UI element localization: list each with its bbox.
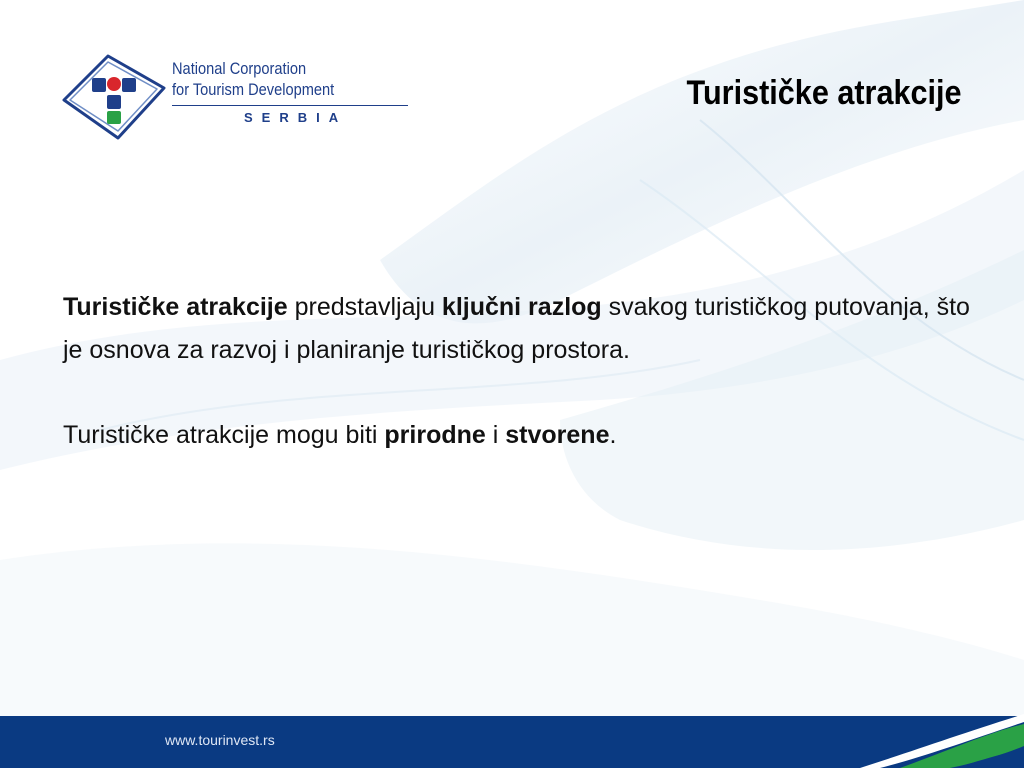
body-paragraph-1 — [63, 286, 973, 372]
logo-country: SERBIA — [244, 110, 348, 125]
body-paragraph-2 — [63, 414, 973, 457]
footer-website: www.tourinvest.rs — [165, 732, 275, 748]
logo-text-line1: National Corporation — [172, 59, 307, 78]
text-segment: svakog turističkog putovanja, što je osnova za razvoj i planiranje turističkog prostora. — [63, 293, 970, 364]
slide-body — [63, 286, 973, 457]
text-segment: i — [485, 421, 506, 449]
logo-divider — [172, 105, 408, 106]
logo-emblem-icon — [58, 48, 170, 144]
text-segment: stvorene — [505, 421, 610, 449]
footer-swoosh-icon — [860, 700, 1024, 768]
organization-logo — [58, 48, 358, 144]
text-segment: predstavljaju — [287, 293, 442, 321]
text-segment: . — [609, 421, 617, 449]
logo-wordmark — [172, 58, 358, 100]
text-segment: Turističke atrakcije mogu biti — [63, 421, 385, 449]
text-segment: ključni razlog — [441, 293, 602, 321]
logo-text-line2: for Tourism Development — [172, 80, 335, 99]
text-segment: prirodne — [384, 421, 486, 449]
text-segment: Turističke atrakcije — [63, 293, 288, 321]
slide-title: Turističke atrakcije — [687, 74, 962, 112]
